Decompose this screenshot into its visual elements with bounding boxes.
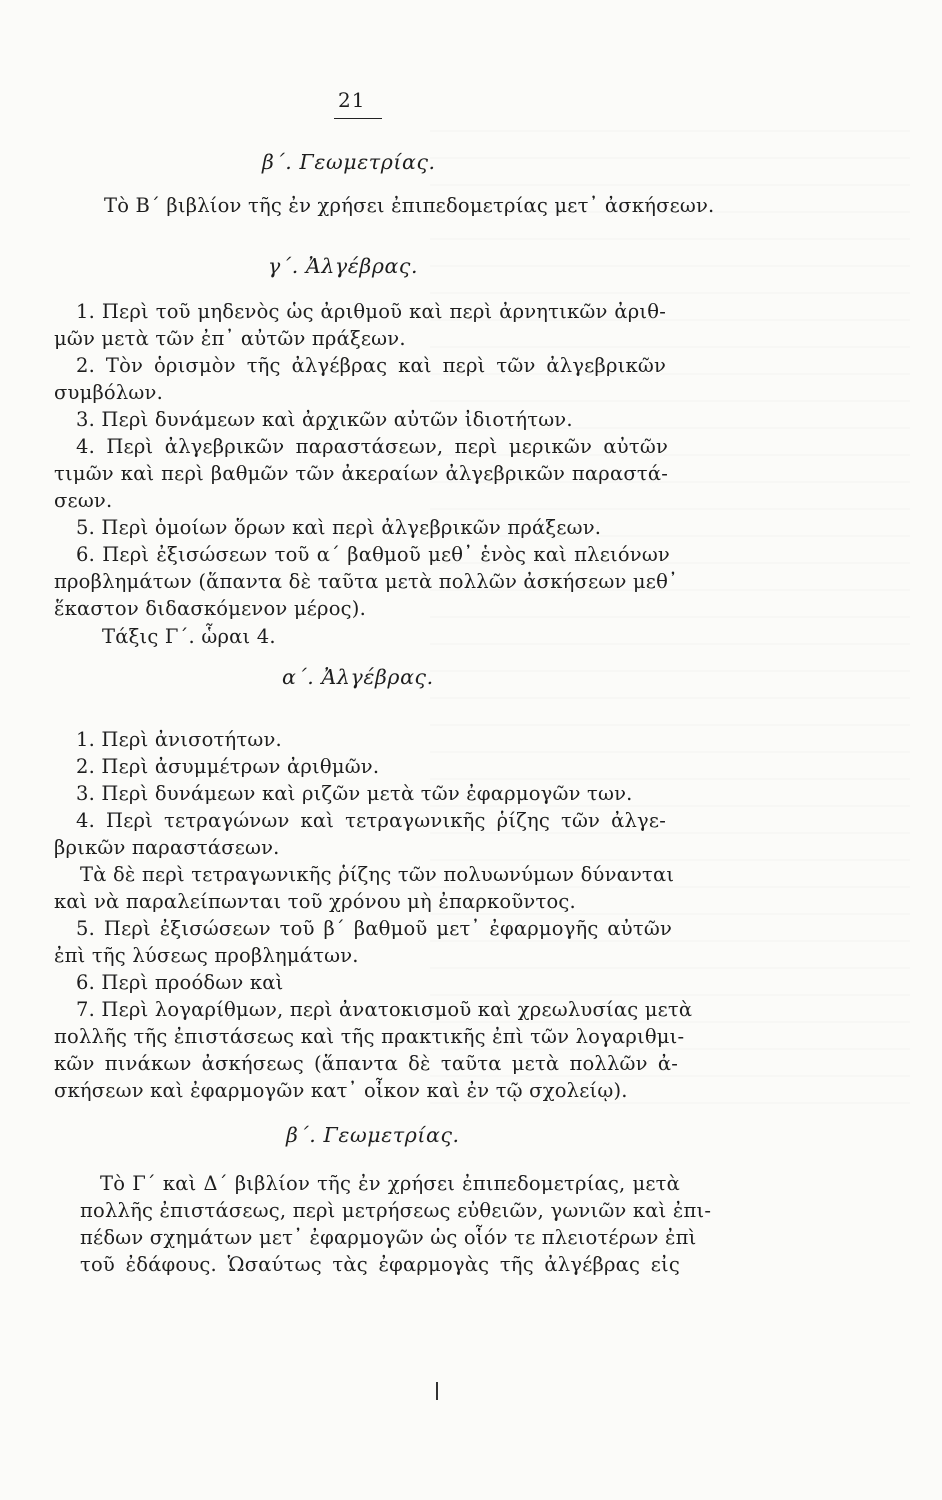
text-line: 6. Περὶ προόδων καὶ	[76, 971, 284, 994]
text-line: Τὸ Γ΄ καὶ Δ΄ βιβλίον τῆς ἐν χρήσει ἐπιπεδομετρίας, μετὰ	[100, 1172, 680, 1195]
text-line: 4. Περὶ ἀλγεβρικῶν παραστάσεων, περὶ μερικῶν αὐτῶν	[76, 435, 668, 458]
text-line: 5. Περὶ ὁμοίων ὅρων καὶ περὶ ἀλγεβρικῶν πράξεων.	[76, 516, 602, 539]
page-number: 21	[338, 88, 366, 112]
text-line: Τὰ δὲ περὶ τετραγωνικῆς ῥίζης τῶν πολυωνύμων δύνανται	[80, 863, 675, 886]
text-line: 6. Περὶ ἐξισώσεων τοῦ α΄ βαθμοῦ μεθ᾽ ἑνὸς καὶ πλειόνων	[76, 543, 670, 566]
section-heading-geometry-b-2: β΄. Γεωμετρίας.	[286, 1123, 460, 1147]
page-number-rule	[334, 118, 382, 119]
section-heading-geometry-b: β΄. Γεωμετρίας.	[262, 150, 436, 174]
text-line: 2. Τὸν ὁρισμὸν τῆς ἀλγέβρας καὶ περὶ τῶν ἀλγεβρικῶν	[76, 354, 666, 377]
text-line: 1. Περὶ ἀνισοτήτων.	[76, 728, 282, 751]
text-line: πέδων σχημάτων μετ᾽ ἐφαρμογῶν ὡς οἷόν τε πλειοτέρων ἐπὶ	[80, 1226, 697, 1249]
text-line: ἐπὶ τῆς λύσεως προβλημάτων.	[54, 944, 359, 967]
ink-mark	[436, 1382, 438, 1400]
text-line: πολλῆς τῆς ἐπιστάσεως καὶ τῆς πρακτικῆς ἐπὶ τῶν λογαριθμι-	[54, 1025, 685, 1048]
text-line: πολλῆς ἐπιστάσεως, περὶ μετρήσεως εὐθειῶν, γωνιῶν καὶ ἐπι-	[80, 1199, 712, 1222]
text-line: 3. Περὶ δυνάμεων καὶ ριζῶν μετὰ τῶν ἐφαρμογῶν των.	[76, 782, 633, 805]
text-line: ἕκαστον διδασκόμενον μέρος).	[54, 597, 366, 620]
text-line: προβλημάτων (ἅπαντα δὲ ταῦτα μετὰ πολλῶν ἀσκήσεων μεθ᾽	[54, 570, 678, 593]
text-line: τοῦ ἐδάφους. Ὡσαύτως τὰς ἐφαρμογὰς τῆς ἀλγέβρας εἰς	[80, 1253, 680, 1276]
text-line: 2. Περὶ ἀσυμμέτρων ἀριθμῶν.	[76, 755, 380, 778]
text-line: συμβόλων.	[54, 381, 163, 404]
text-line: σκήσεων καὶ ἐφαρμογῶν κατ᾽ οἶκον καὶ ἐν τῷ σχολείῳ).	[54, 1079, 628, 1102]
text-line: 3. Περὶ δυνάμεων καὶ ἀρχικῶν αὐτῶν ἰδιοτήτων.	[76, 408, 573, 431]
text-line: τιμῶν καὶ περὶ βαθμῶν τῶν ἀκεραίων ἀλγεβρικῶν παραστά-	[54, 462, 668, 485]
text-line: καὶ νὰ παραλείπωνται τοῦ χρόνου μὴ ἐπαρκοῦντος.	[54, 890, 576, 913]
text-line: σεων.	[54, 489, 113, 512]
text-line: 4. Περὶ τετραγώνων καὶ τετραγωνικῆς ῥίζης τῶν ἀλγε-	[76, 809, 666, 832]
text-line: 5. Περὶ ἐξισώσεων τοῦ β΄ βαθμοῦ μετ᾽ ἐφαρμογῆς αὐτῶν	[76, 917, 672, 940]
text-line: 7. Περὶ λογαρίθμων, περὶ ἀνατοκισμοῦ καὶ χρεωλυσίας μετὰ	[76, 998, 693, 1021]
text-line: μῶν μετὰ τῶν ἐπ᾽ αὐτῶν πράξεων.	[54, 327, 406, 350]
text-line: βρικῶν παραστάσεων.	[54, 836, 280, 859]
class-heading: Τάξις Γ΄. ὧραι 4.	[102, 625, 276, 648]
section-heading-algebra-a: α΄. Ἀλγέβρας.	[282, 665, 434, 689]
section-heading-algebra-g: γ΄. Ἀλγέβρας.	[268, 254, 419, 278]
text-line: Τὸ Β΄ βιβλίον τῆς ἐν χρήσει ἐπιπεδομετρίας μετ᾽ ἀσκήσεων.	[104, 194, 715, 217]
text-line: κῶν πινάκων ἀσκήσεως (ἅπαντα δὲ ταῦτα μετὰ πολλῶν ἀ-	[54, 1052, 678, 1075]
text-line: 1. Περὶ τοῦ μηδενὸς ὡς ἀριθμοῦ καὶ περὶ ἀρνητικῶν ἀριθ-	[76, 300, 666, 323]
